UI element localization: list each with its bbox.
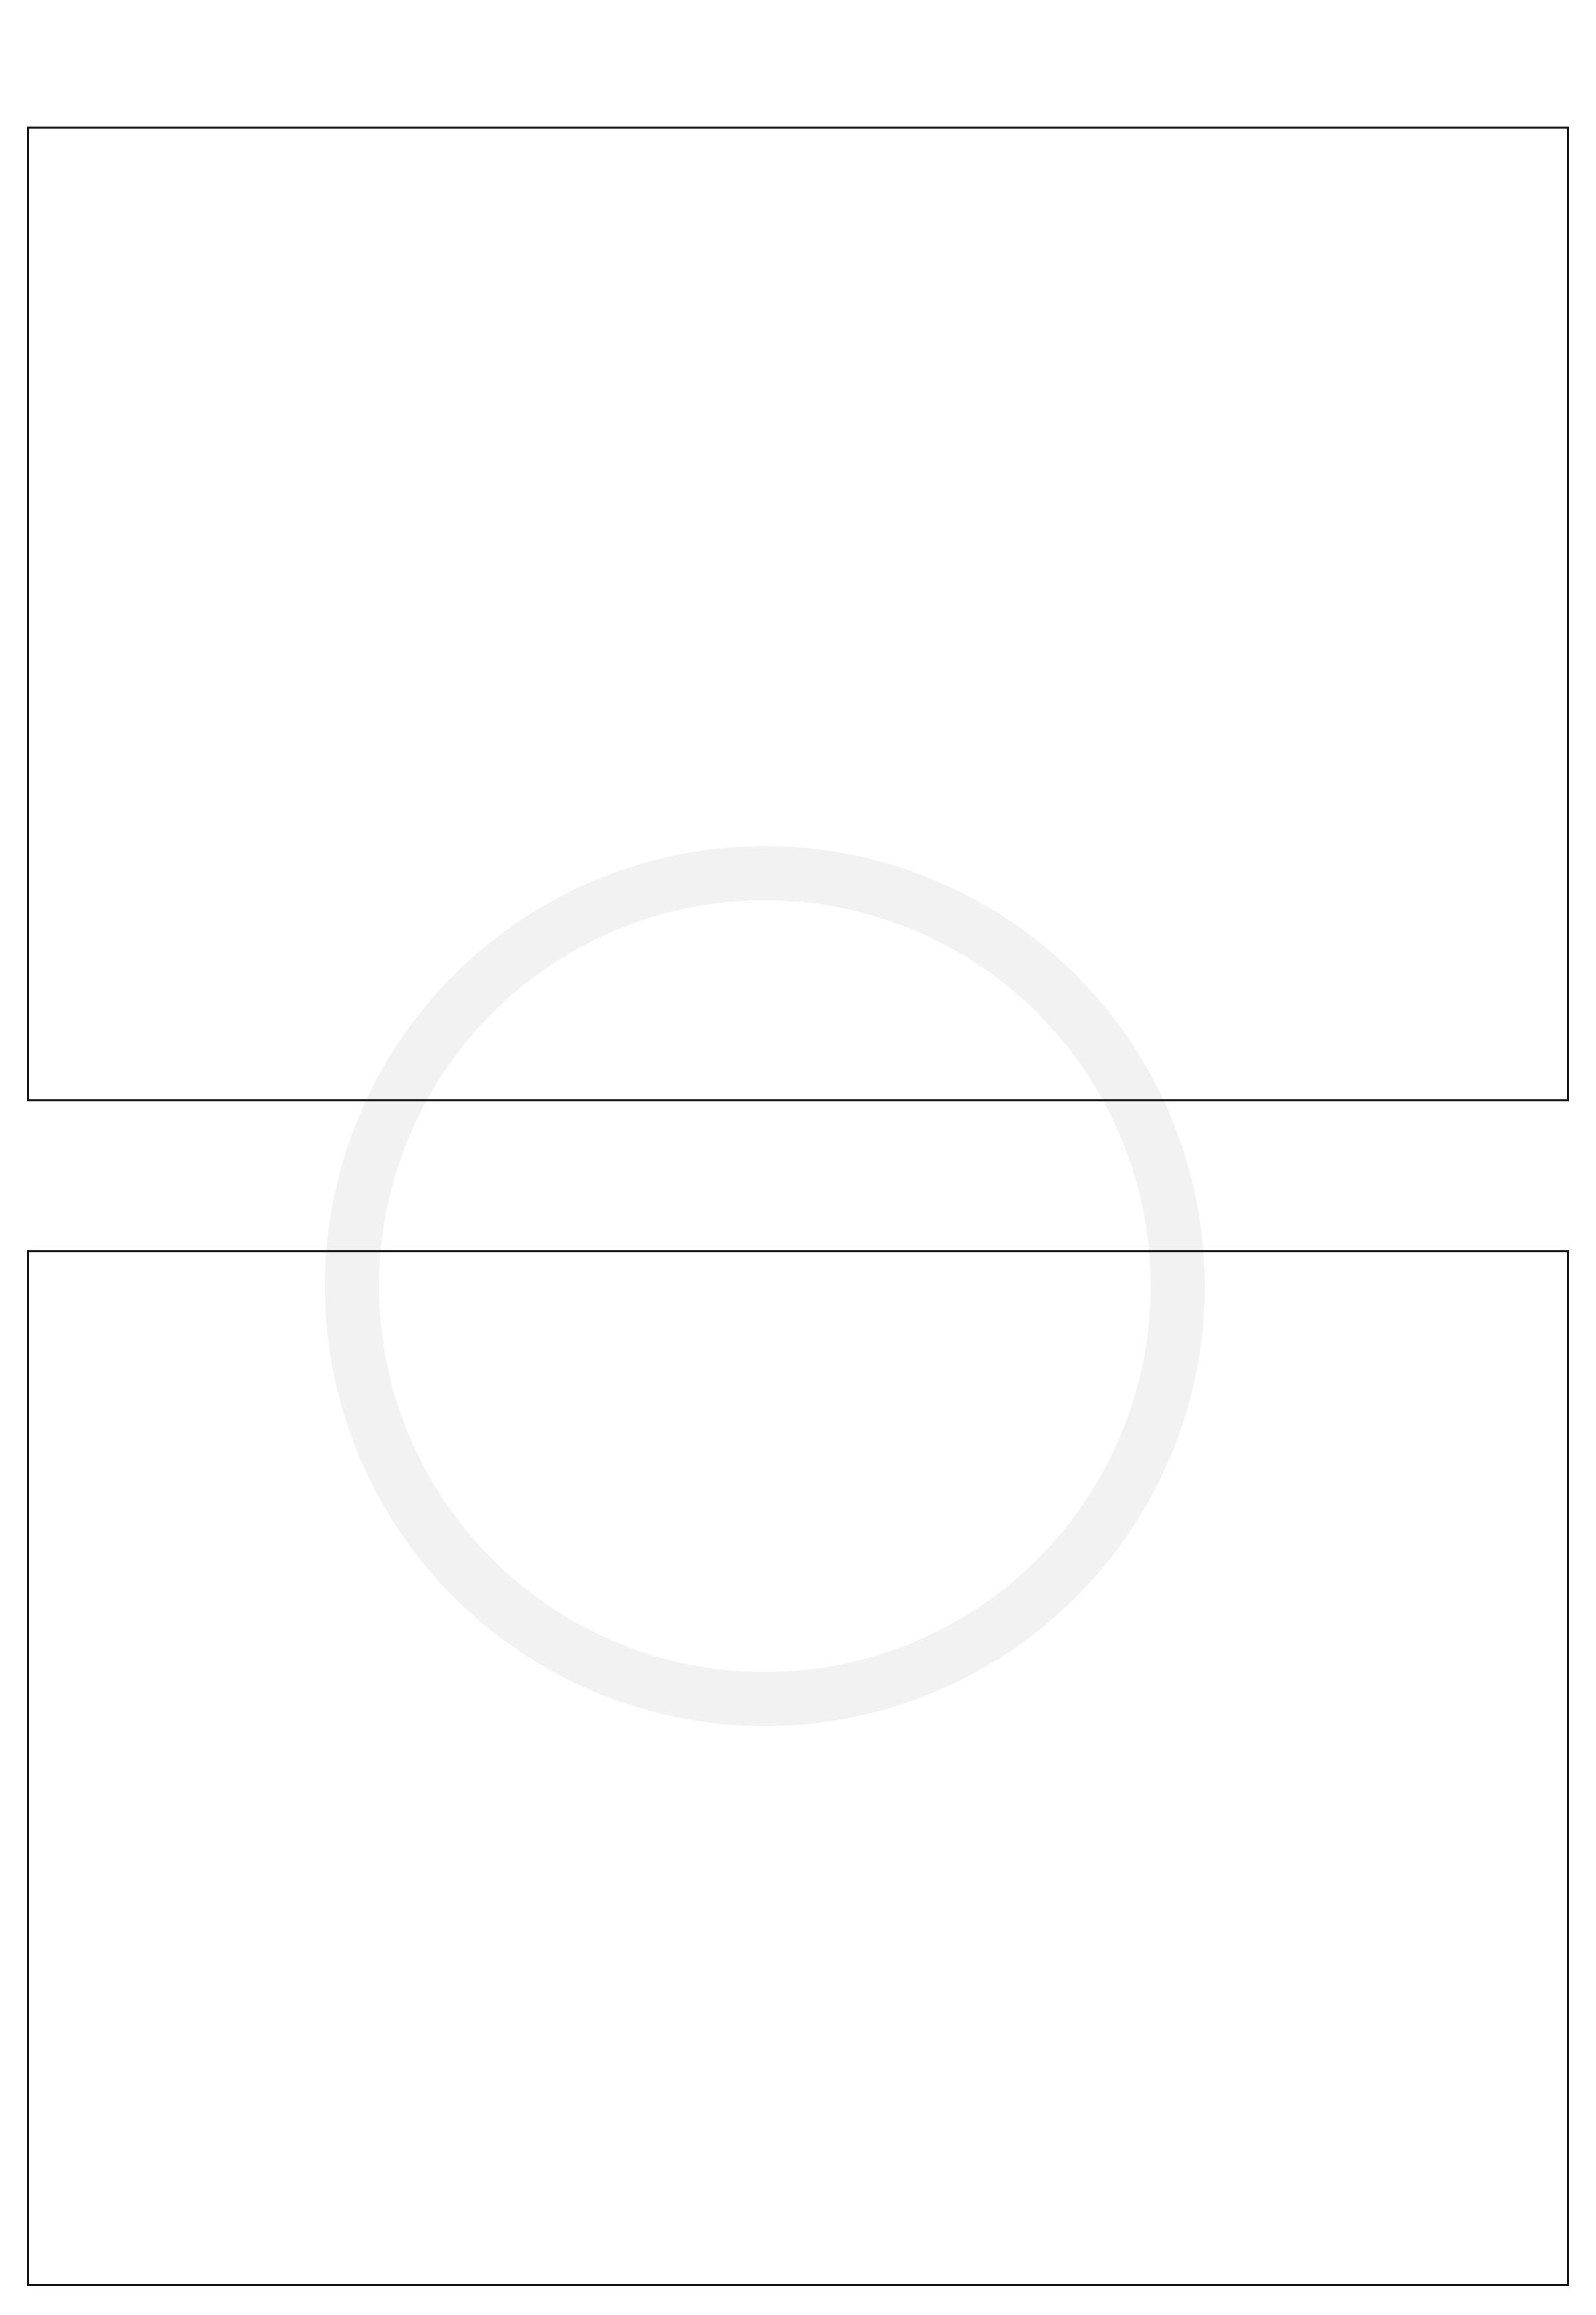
bottom-table-block xyxy=(27,1250,1569,2286)
top-table-block xyxy=(27,127,1569,1101)
